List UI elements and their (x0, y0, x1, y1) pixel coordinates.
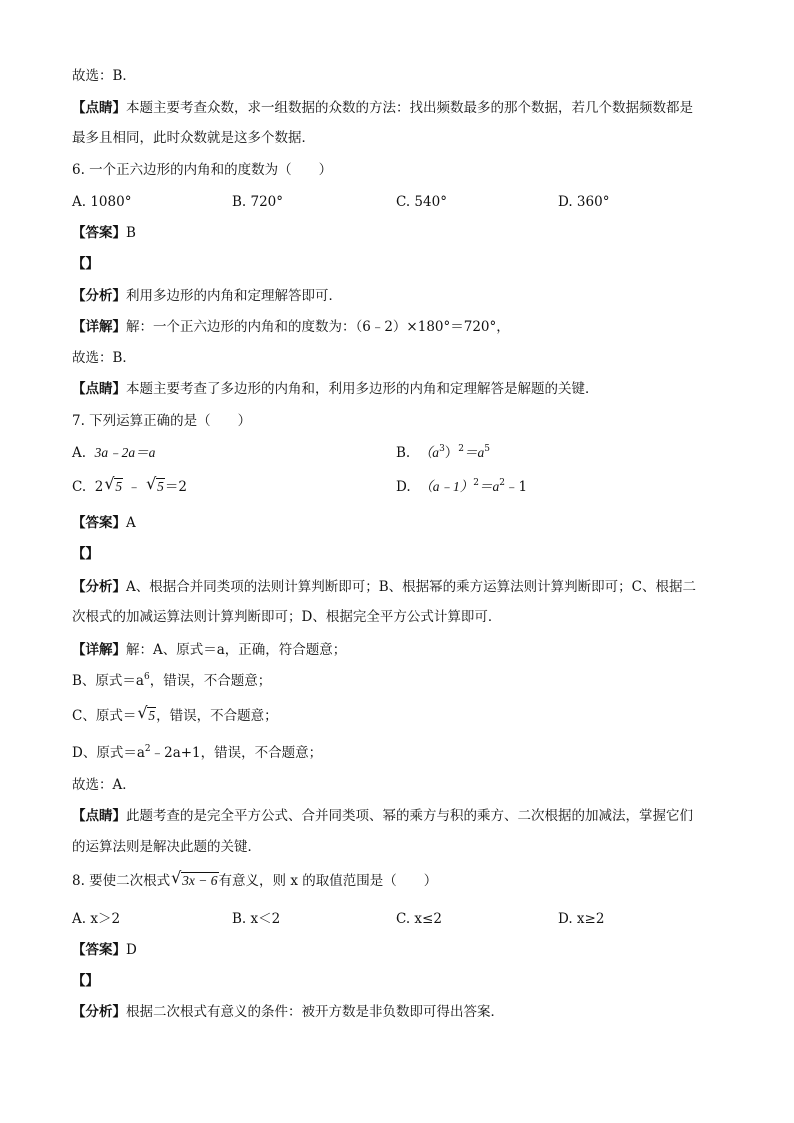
q6-choice: 故选：B． (72, 350, 136, 366)
q7-answer-line (72, 513, 136, 533)
detail-tag: 【详解】 (72, 319, 126, 335)
radicand: 5 (157, 479, 164, 494)
detail-part: C、原式＝ (72, 708, 137, 724)
q8-stem (72, 871, 437, 891)
q6-stem: 6. 一个正六边形的内角和的度数为（ ） (72, 162, 333, 178)
exponent: 3 (439, 444, 445, 454)
q6-answer-line (72, 223, 136, 243)
q8-answer: D (126, 942, 137, 958)
q8-blank-tag: 【】 (72, 973, 99, 989)
expr-part: ＝a (478, 479, 500, 494)
q7-comment: 此题考查的是完全平方公式、合并同类项、幂的乘方与积的乘方、二次根据的加减法，掌握它们 (126, 808, 693, 824)
q7-detail-line (72, 640, 346, 660)
expr-part: ＝2 (164, 479, 188, 495)
detail-part: ，错误，不合题意； (156, 708, 278, 724)
q7-option-b (396, 443, 490, 463)
analysis-tag: 【分析】 (72, 1004, 126, 1020)
q6-option-d: D. 360° (558, 194, 610, 210)
answer-tag: 【答案】 (72, 515, 126, 531)
detail-part: B、原式＝a (72, 673, 144, 689)
q7-detail-c (72, 706, 278, 726)
detail-part: ，错误，不合题意； (149, 673, 272, 689)
q6-option-c: C. 540° (396, 194, 447, 210)
q7-analysis-line (72, 577, 696, 597)
q7-analysis: A、根据合并同类项的法则计算判断即可；B、根据幂的乘方运算法则计算判断即可；C、根据二 (126, 579, 696, 595)
q6-comment-line (72, 379, 599, 399)
exponent: 2 (144, 744, 151, 754)
detail-part: ﹣2a+1，错误，不合题意； (150, 745, 323, 761)
q8-analysis-line (72, 1002, 504, 1022)
q7-detail-d (72, 743, 322, 763)
answer-tag: 【答案】 (72, 225, 126, 241)
option-label: B. (396, 445, 411, 461)
sqrt-symbol (138, 706, 156, 726)
exponent: 2 (473, 478, 479, 488)
q7-option-a-expr: 3a﹣2a＝a (94, 445, 156, 460)
q7-comment-continued: 的运算法则是解决此题的关键． (72, 839, 261, 855)
expr-part: （a﹣1） (419, 479, 474, 494)
q7-option-c (72, 477, 187, 497)
q8-analysis: 根据二次根式有意义的条件：被开方数是非负数即可得出答案． (126, 1004, 504, 1020)
analysis-tag: 【分析】 (72, 288, 126, 304)
q6-detail-line (72, 317, 510, 337)
q6-option-a: A. 1080° (72, 194, 132, 210)
q6-answer: B (126, 225, 136, 241)
q6-options (72, 192, 722, 212)
stem-part: 有意义，则 x 的取值范围是（ ） (218, 873, 438, 889)
sqrt-symbol (105, 477, 123, 497)
q7-analysis-continued: 次根式的加减运算法则计算判断即可；D、根据完全平方公式计算即可． (72, 609, 502, 625)
q6-detail: 解：一个正六边形的内角和的度数为：（6﹣2）×180°＝720°， (126, 319, 510, 335)
comment-text: 本题主要考查众数，求一组数据的众数的方法：找出频数最多的那个数据，若几个数据频数都是 (126, 100, 693, 116)
option-label: A. (72, 445, 87, 461)
option-label: D. (396, 479, 411, 495)
exponent: 5 (484, 444, 491, 454)
q7-detail-b (72, 671, 271, 691)
q8-option-b: B. x＜2 (232, 911, 281, 927)
q7-comment-line (72, 806, 693, 826)
comment-tag: 【点睛】 (72, 808, 126, 824)
expr-part: ＝a (464, 445, 485, 460)
detail-tag: 【详解】 (72, 642, 126, 658)
q7-option-a (72, 443, 155, 463)
option-label: C. (72, 479, 87, 495)
comment-tag: 【点睛】 (72, 381, 126, 397)
q8-option-d: D. x≥2 (558, 911, 605, 927)
q7-answer: A (126, 515, 136, 531)
q8-option-a: A. x＞2 (72, 911, 121, 927)
comment-line-continued: 最多且相同，此时众数就是这多个数据． (72, 130, 315, 146)
q6-comment: 本题主要考查了多边形的内角和，利用多边形的内角和定理解答是解题的关键． (126, 381, 599, 397)
choice-line: 故选：B． (72, 68, 136, 84)
sqrt-symbol (147, 477, 165, 497)
q7-blank-tag: 【】 (72, 546, 99, 562)
exponent: 2 (499, 478, 505, 488)
q8-option-c: C. x≤2 (396, 911, 442, 927)
q6-analysis: 利用多边形的内角和定理解答即可． (126, 288, 342, 304)
q7-option-d (396, 477, 527, 497)
radicand: 5 (115, 479, 123, 494)
expr-part: （a (418, 445, 440, 460)
radicand: 3x − 6 (182, 873, 218, 888)
q7-detail-a: 解：A、原式＝a，正确，符合题意； (126, 642, 347, 658)
expr-part: 2 (94, 479, 104, 495)
expr-part: ﹣1 (504, 479, 528, 495)
exponent: 6 (143, 672, 150, 682)
stem-part: 8. 要使二次根式 (72, 873, 171, 889)
q7-options-row1 (72, 443, 722, 463)
q8-options (72, 909, 722, 929)
sqrt-symbol (172, 871, 218, 891)
exponent: 2 (458, 444, 465, 454)
answer-tag: 【答案】 (72, 942, 126, 958)
expr-part: ﹣ (127, 479, 141, 495)
q7-stem: 7. 下列运算正确的是（ ） (72, 413, 252, 429)
q8-answer-line (72, 940, 137, 960)
comment-tag: 【点睛】 (72, 100, 126, 116)
q6-blank-tag: 【】 (72, 256, 99, 272)
q7-options-row2 (72, 477, 722, 499)
detail-part: D、原式＝a (72, 745, 145, 761)
q6-analysis-line (72, 286, 342, 306)
radicand: 5 (148, 708, 156, 723)
analysis-tag: 【分析】 (72, 579, 126, 595)
q7-choice: 故选：A． (72, 777, 136, 793)
q6-option-b: B. 720° (232, 194, 284, 210)
expr-part: ） (444, 445, 459, 461)
comment-line (72, 98, 693, 118)
